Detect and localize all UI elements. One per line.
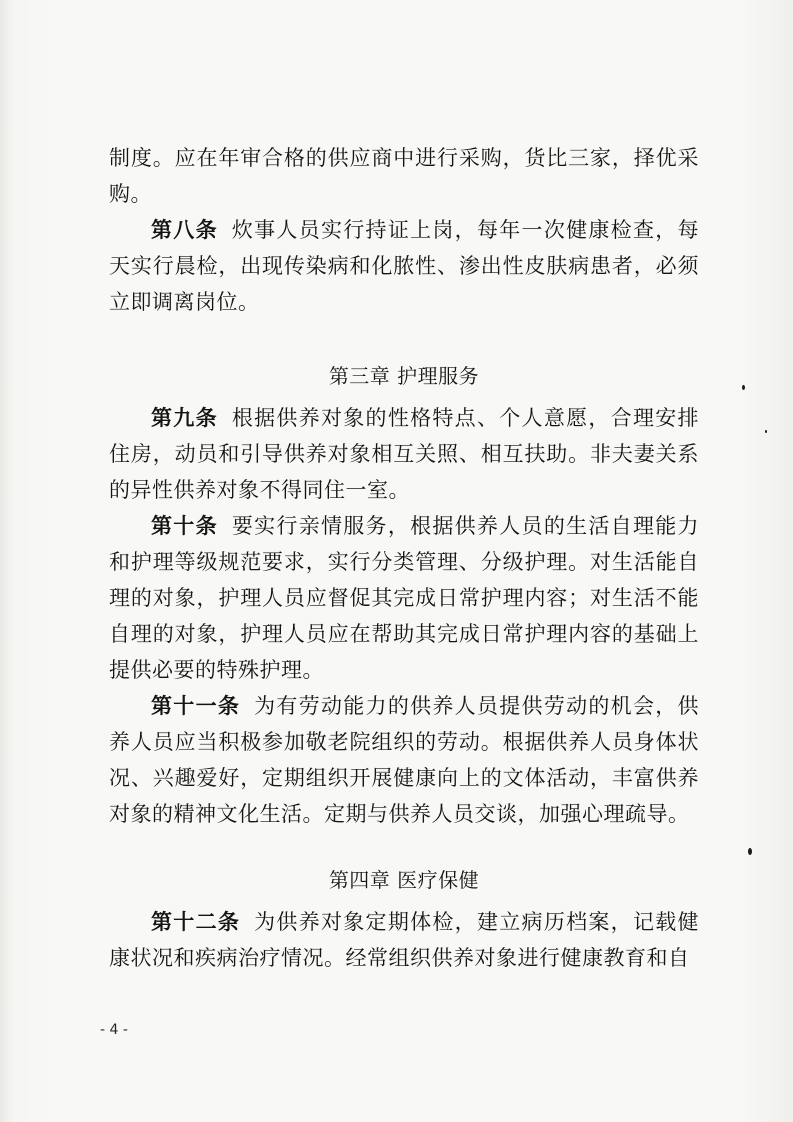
article-text: 炊事人员实行持证上岗，每年一次健康检查，每天实行晨检，出现传染病和化脓性、渗出性皮肤病患者，必须立即调离岗位。 bbox=[109, 218, 700, 314]
chapter-3-title: 第三章 护理服务 bbox=[328, 364, 480, 388]
article-11 bbox=[109, 688, 699, 832]
article-8 bbox=[109, 212, 699, 320]
scan-speck bbox=[748, 848, 752, 855]
article-label: 第十一条 bbox=[151, 694, 241, 718]
chapter-4-title: 第四章 医疗保健 bbox=[328, 868, 480, 892]
article-label: 第九条 bbox=[151, 406, 218, 430]
page-number: - 4 - bbox=[100, 1022, 128, 1038]
paragraph-procurement bbox=[109, 140, 699, 212]
article-12 bbox=[109, 904, 699, 976]
scan-speck bbox=[742, 385, 745, 390]
scan-speck bbox=[765, 430, 767, 433]
article-10 bbox=[109, 508, 699, 688]
article-label: 第十条 bbox=[151, 514, 218, 538]
article-text: 要实行亲情服务，根据供养人员的生活自理能力和护理等级规范要求，实行分类管理、分级护理。对生活能自理的对象，护理人员应督促其完成日常护理内容；对生活不能自理的对象，护理人员应在帮助其完成日常护理内容的基础上提供必要的特殊护理。 bbox=[109, 514, 700, 682]
document-body bbox=[109, 140, 699, 976]
paragraph-text: 制度。应在年审合格的供应商中进行采购，货比三家，择优采购。 bbox=[109, 146, 699, 206]
article-9 bbox=[109, 400, 699, 508]
article-label: 第八条 bbox=[151, 218, 218, 242]
article-label: 第十二条 bbox=[151, 910, 241, 934]
article-text: 为供养对象定期体检，建立病历档案，记载健康状况和疾病治疗情况。经常组织供养对象进行健康教育和自 bbox=[109, 910, 700, 970]
article-text: 为有劳动能力的供养人员提供劳动的机会，供养人员应当积极参加敬老院组织的劳动。根据供养人员身体状况、兴趣爱好，定期组织开展健康向上的文体活动，丰富供养对象的精神文化生活。定期与供养人员交谈，加强心理疏导。 bbox=[109, 694, 700, 826]
article-text: 根据供养对象的性格特点、个人意愿，合理安排住房，动员和引导供养对象相互关照、相互扶助。非夫妻关系的异性供养对象不得同住一室。 bbox=[109, 406, 700, 502]
